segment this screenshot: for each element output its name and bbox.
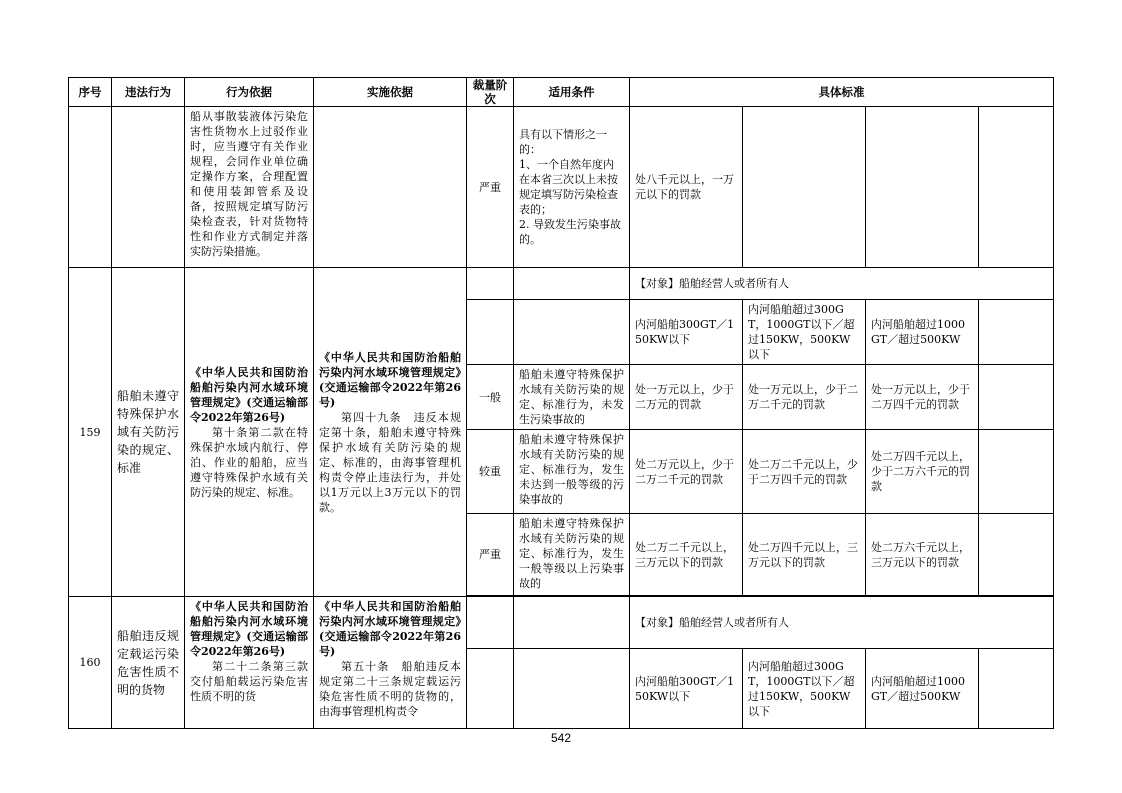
r159-std-general-2: 处一万元以上，少于二万二千元的罚款 [743, 365, 866, 430]
table-row [69, 597, 1054, 649]
r159-basis-text: 第十条第二款在特殊保护水域内航行、停泊、作业的船舶，应当遵守特殊保护水域有关防污染的规定、标准。 [190, 425, 308, 499]
r159-std-serious-1: 处二万元以上，少于二万二千元的罚款 [630, 430, 743, 514]
r159-level-general: 一般 [467, 365, 514, 430]
table-row [69, 268, 1054, 300]
r160-basis-text: 第二十二条第三款 交付船舶载运污染危害性质不明的货 [190, 660, 319, 703]
header-row [69, 78, 1054, 107]
r160-seq: 160 [69, 597, 112, 729]
r160-target: 【对象】船舶经营人或者所有人 [630, 597, 1054, 649]
header-std: 具体标准 [630, 78, 1054, 107]
table-row [69, 107, 1054, 268]
r159-level-serious: 较重 [467, 430, 514, 514]
r159-tonnage-2: 内河船舶超过300GT，1000GT以下／超过150KW，500KW以下 [743, 300, 866, 365]
r159-cond-serious: 船舶未遵守特殊保护水域有关防污染的规定、标准行为，发生未达到一般等级的污染事故的 [514, 430, 630, 514]
cont-cond: 具有以下情形之一的： 1、一个自然年度内在本省三次以上未按规定填写防污染检查表的； 2. 导致发生污染事故的。 [514, 107, 630, 268]
r160-violation: 船舶违反规定载运污染危害性质不明的货物 [112, 597, 185, 729]
r160-basis-title: 《中华人民共和国防治船舶污染内河水域环境管理规定》(交通运输部令2022年第26号) [190, 600, 308, 658]
r159-cond-severe: 船舶未遵守特殊保护水域有关防污染的规定、标准行为，发生一般等级以上污染事故的 [514, 514, 630, 596]
cont-basis-text: 船从事散装液体污染危害性货物水上过驳作业时，应当遵守有关作业规程，会同作业单位确定操作方案，合理配置和使用装卸管系及设备，按照规定填写防污染检查表，针对货物特性和作业方式制定并落实防污染措施。 [185, 107, 314, 268]
header-impl: 实施依据 [314, 78, 467, 107]
r159-std-severe-1: 处二万二千元以上，三万元以下的罚款 [630, 514, 743, 596]
r159-cond-general: 船舶未遵守特殊保护水域有关防污染的规定、标准行为，未发生污染事故的 [514, 365, 630, 430]
r160-basis [185, 597, 319, 729]
r159-std-general-3: 处一万元以上，少于二万四千元的罚款 [866, 365, 979, 430]
r159-std-serious-2: 处二万二千元以上，少于二万四千元的罚款 [743, 430, 866, 514]
r159-impl-title: 《中华人民共和国防治船舶污染内河水域环境管理规定》(交通运输部令2022年第26号) [319, 350, 461, 409]
r159-std-general-1: 处一万元以上，少于二万元的罚款 [630, 365, 743, 430]
penalty-standard-table [68, 77, 1054, 729]
r160-impl [314, 597, 467, 729]
r159-violation: 船舶未遵守特殊保护水域有关防污染的规定、标准 [112, 268, 185, 597]
header-basis: 行为依据 [185, 78, 314, 107]
r160-tonnage-1: 内河船舶300GT／150KW以下 [630, 649, 743, 729]
header-cond: 适用条件 [514, 78, 630, 107]
r160-tonnage-2: 内河船舶超过300GT，1000GT以下／超过150KW，500KW以下 [743, 649, 866, 729]
r159-basis [185, 268, 314, 597]
header-seq: 序号 [69, 78, 112, 107]
r160-impl-text: 第五十条 船舶违反本规定第二十三条规定载运污染危害性质不明的货物的，由海事管理机构责令 [319, 660, 461, 718]
r159-target: 【对象】船舶经营人或者所有人 [630, 268, 1054, 300]
r159-level-severe: 严重 [467, 514, 514, 596]
r159-seq: 159 [69, 268, 112, 597]
page-number: 542 [550, 731, 572, 745]
header-violation: 违法行为 [112, 78, 185, 107]
r159-tonnage-1: 内河船舶300GT／150KW以下 [630, 300, 743, 365]
header-level: 裁量阶次 [467, 78, 514, 107]
r159-std-serious-3: 处二万四千元以上，少于二万六千元的罚款 [866, 430, 979, 514]
r159-std-severe-3: 处二万六千元以上，三万元以下的罚款 [866, 514, 979, 596]
cont-level: 严重 [467, 107, 514, 268]
r159-tonnage-3: 内河船舶超过1000GT／超过500KW [866, 300, 979, 365]
r159-impl-text: 第四十九条 违反本规定第十条，船舶未遵守特殊保护水域有关防污染的规定、标准的，由海事管理机构责令停止违法行为，并处以1万元以上3万元以下的罚款。 [319, 410, 461, 514]
r159-std-severe-2: 处二万四千元以上，三万元以下的罚款 [743, 514, 866, 596]
r159-basis-title: 《中华人民共和国防治船舶污染内河水域环境管理规定》(交通运输部令2022年第26号) [190, 365, 308, 424]
r160-tonnage-3: 内河船舶超过1000GT／超过500KW [866, 649, 979, 729]
r159-impl [314, 268, 467, 597]
cont-std: 处八千元以上，一万元以下的罚款 [630, 107, 743, 268]
r160-impl-title: 《中华人民共和国防治船舶污染内河水域环境管理规定》(交通运输部令2022年第26号) [319, 600, 461, 658]
